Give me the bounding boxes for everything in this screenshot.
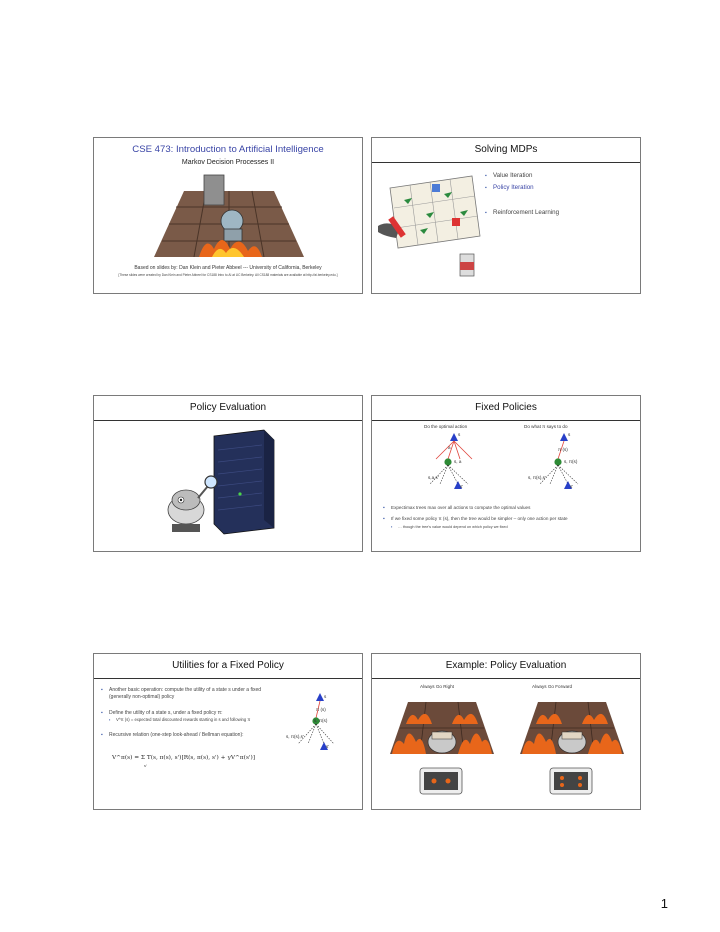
bullet-fixed-policy: ▪ If we fixed some policy π (s), then the tree would be simpler – only one action per state [382, 514, 637, 524]
tree-right-leaf: s' [570, 484, 574, 489]
utilities-bullets [100, 687, 280, 739]
fixed-policies-bullets [382, 502, 637, 530]
robot-server-illustration [154, 428, 294, 538]
bellman-sum-index: s' [144, 764, 147, 768]
slide-heading: Example: Policy Evaluation [372, 654, 640, 679]
col-label-optimal: Do the optimal action [424, 424, 468, 429]
sub-bullet-v-pi: ▪ V^π (s) = expected total discounted rewards starting in s and following π [100, 717, 280, 723]
bellman-equation: V^π(s) = Σ T(s, π(s), s')[R(s, π(s), s') + γV^π(s')] [112, 755, 256, 761]
slide-policy-evaluation [93, 395, 363, 552]
sub-bullet-policy-dependence: ▪ … though the tree's value would depend on which policy we fixed [382, 524, 637, 530]
hand-drawn-map-illustration [376, 166, 486, 286]
slide-title [93, 137, 363, 294]
tree-action: π (s) [316, 707, 326, 712]
page-number: 1 [660, 896, 668, 911]
tree-left-root: s [458, 432, 461, 437]
tree-left-leaf: s' [460, 484, 464, 489]
always-forward-illustration [516, 694, 628, 802]
always-right-illustration [386, 694, 498, 802]
tree-right-action: π (s) [558, 447, 568, 452]
slide-title-heading: CSE 473: Introduction to Artificial Intelligence [132, 144, 324, 155]
bullet-define-utility: ▪ Define the utility of a state s, under a fixed policy π: [100, 710, 280, 717]
slide-fixed-policies [371, 395, 641, 552]
bullet-reinforcement-learning: ▪ Reinforcement Learning [484, 207, 634, 219]
bullet-policy-iteration: ▪ Policy Iteration [484, 182, 634, 194]
slide-example-policy-evaluation [371, 653, 641, 810]
tree-transition: s, π(s),s' [286, 734, 304, 739]
slide-utilities-fixed-policy [93, 653, 363, 810]
tree-leaf: s' [326, 744, 330, 749]
bullet-recursive-relation: ▪ Recursive relation (one-step look-ahead / Bellman equation): [100, 732, 280, 739]
slide-subtitle: Markov Decision Processes II [181, 159, 275, 166]
tree-left-action: a [448, 445, 451, 450]
tree-left-transition: s,a,s' [428, 475, 439, 480]
slide-heading: Policy Evaluation [94, 396, 362, 421]
bullet-value-iteration: ▪ Value Iteration [484, 170, 634, 182]
slide-heading: Utilities for a Fixed Policy [94, 654, 362, 679]
tree-right-root: s [568, 432, 571, 437]
bullet-expectimax: ▪ Expectimax trees max over all actions to compute the optimal values [382, 502, 637, 514]
slide-solving-mdps [371, 137, 641, 294]
label-always-right: Always Go Right [420, 684, 454, 689]
slide-credit: Based on slides by: Dan Klein and Pieter Abbeel --- University of California, Berkeley [134, 265, 322, 271]
col-label-pi: Do what π says to do [524, 424, 568, 429]
tree-left-qstate: s, a [454, 459, 462, 464]
solving-mdps-bullets [484, 170, 634, 219]
tree-root: s [324, 694, 327, 699]
expectimax-tree-diagram [372, 432, 640, 492]
fixed-policy-tree-diagram [290, 692, 350, 754]
slide-fine-print: [These slides were created by Dan Klein and Pieter Abbeel for CS188 Intro to AI at UC Berkeley. All CS188 materials are available at http://ai.berkeley.edu.] [118, 273, 338, 277]
robot-fire-pit-illustration [144, 171, 314, 257]
slide-heading: Fixed Policies [372, 396, 640, 421]
tree-right-qstate: s, π(s) [564, 459, 578, 464]
tree-qstate: s, π(s) [314, 718, 328, 723]
label-always-forward: Always Go Forward [532, 684, 573, 689]
slide-heading: Solving MDPs [372, 138, 640, 163]
bullet-basic-operation: ▪ Another basic operation: compute the utility of a state s under a fixed (generally non-optimal) policy [100, 687, 280, 701]
tree-right-transition: s, π(s),s' [528, 475, 546, 480]
